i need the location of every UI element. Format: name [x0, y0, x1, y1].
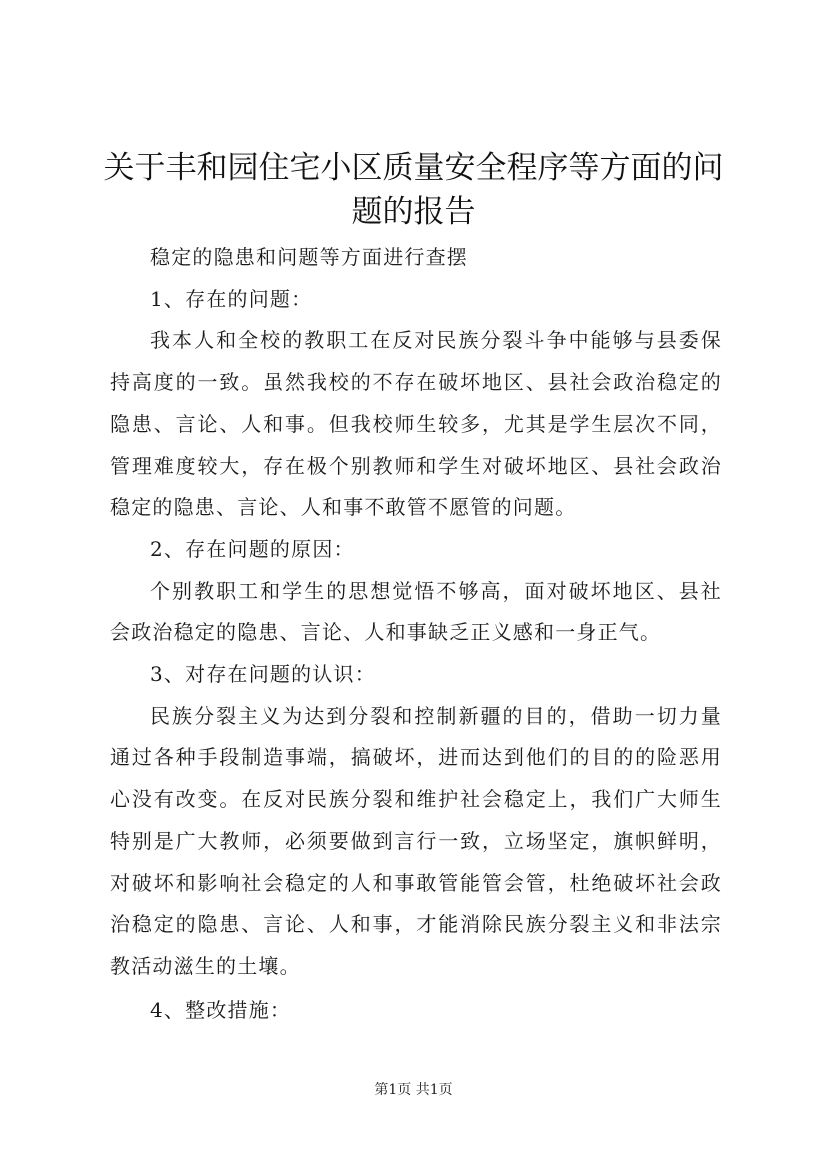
- page-number-label: 第1页 共1页: [374, 1082, 453, 1098]
- paragraph-understanding: 民族分裂主义为达到分裂和控制新疆的目的，借助一切力量通过各种手段制造事端，搞破坏，进而达到他们的目的的险恶用心没有改变。在反对民族分裂和维护社会稳定上，我们广大师生特别是广大教师，必须要做到言行一致，立场坚定，旗帜鲜明，对破坏和影响社会稳定的人和事敢管能管会管，杜绝破坏社会政治稳定的隐患、言论、人和事，才能消除民族分裂主义和非法宗教活动滋生的土壤。: [110, 703, 722, 978]
- intro-line: 稳定的隐患和问题等方面进行查摆: [150, 245, 468, 269]
- section-heading-understanding: 3、对存在问题的认识：: [150, 662, 376, 687]
- section-heading-problems: 1、存在的问题：: [150, 286, 313, 311]
- document-body: [110, 237, 722, 1031]
- section-heading-measures: 4、整改措施：: [150, 997, 292, 1022]
- paragraph-causes: 个别教职工和学生的思想觉悟不够高，面对破坏地区、县社会政治稳定的隐患、言论、人和事缺乏正义感和一身正气。: [110, 578, 722, 645]
- page-footer: [0, 1080, 827, 1100]
- document-title: 关于丰和园住宅小区质量安全程序等方面的问题的报告: [103, 150, 724, 230]
- paragraph-problems: 我本人和全校的教职工在反对民族分裂斗争中能够与县委保持高度的一致。虽然我校的不存在破坏地区、县社会政治稳定的隐患、言论、人和事。但我校师生较多，尤其是学生层次不同，管理难度较大，存在极个别教师和学生对破坏地区、县社会政治稳定的隐患、言论、人和事不敢管不愿管的问题。: [110, 328, 722, 520]
- section-heading-causes: 2、存在问题的原因：: [150, 536, 355, 561]
